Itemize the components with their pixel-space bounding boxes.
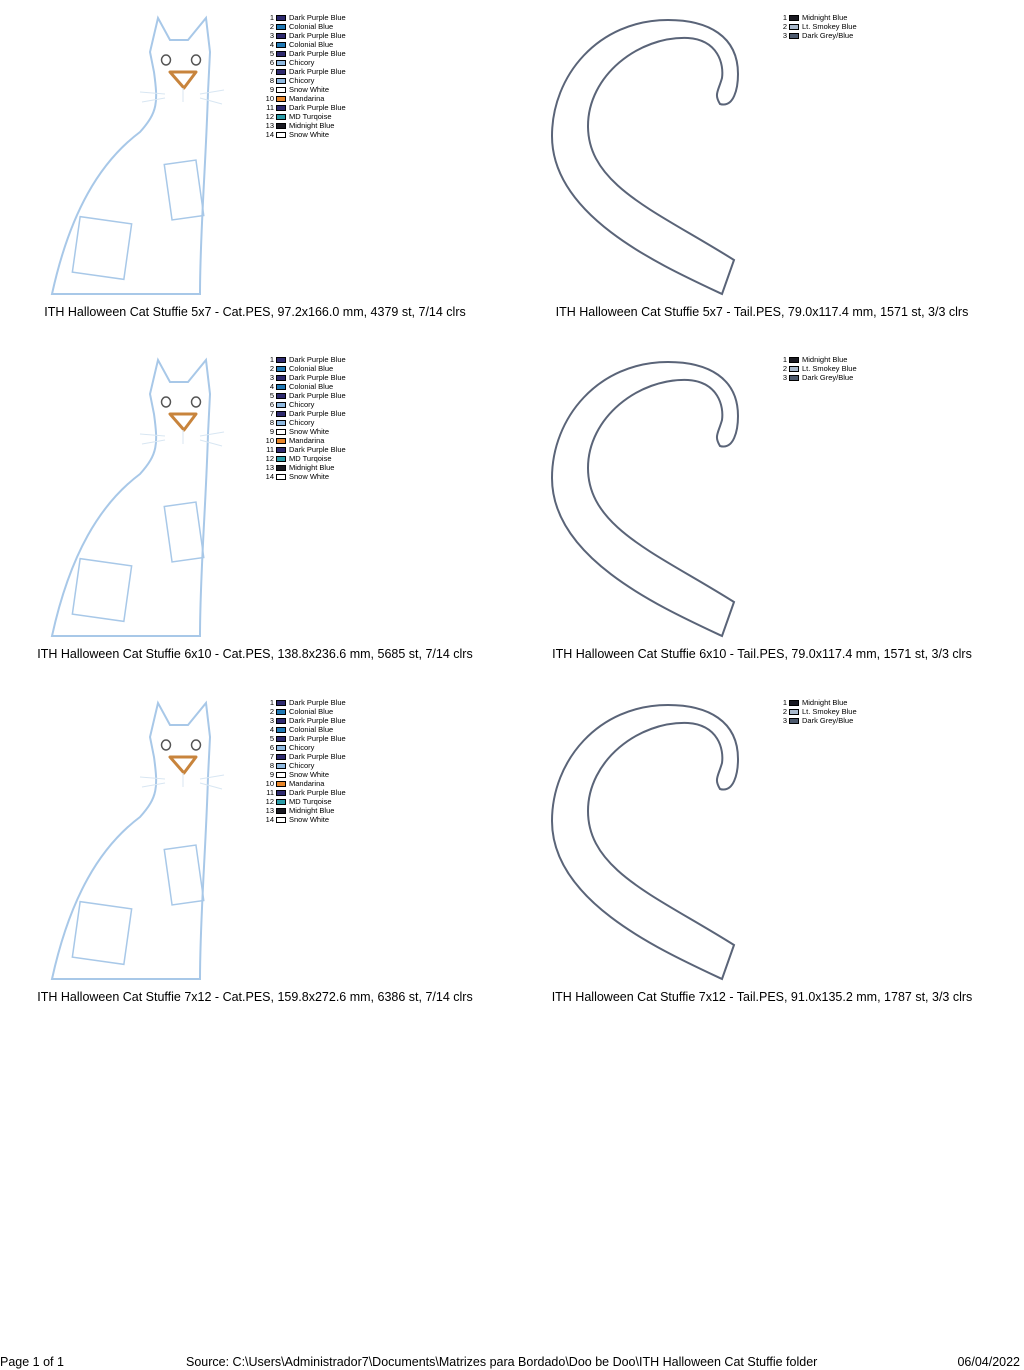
legend-color-swatch [276,420,286,426]
legend-entry [262,94,346,103]
legend-entry [262,76,346,85]
legend-entry-number: 7 [269,752,274,761]
legend-entry [262,382,346,391]
legend-color-swatch [276,429,286,435]
legend-entry-name: Chicory [289,418,315,427]
legend-entry-name: Dark Purple Blue [289,355,346,364]
legend-entry [262,815,346,824]
legend-entry-name: Dark Grey/Blue [802,716,854,725]
legend-entry-name: Dark Purple Blue [289,49,346,58]
legend-entry-number: 9 [269,427,274,436]
legend-entry [262,13,346,22]
legend-entry-name: Colonial Blue [289,22,334,31]
legend-entry-name: Colonial Blue [289,707,334,716]
legend-entry [775,373,857,382]
legend-entry [262,364,346,373]
legend-color-swatch [276,447,286,453]
legend-entry-name: Chicory [289,58,315,67]
legend-entry-number: 7 [269,409,274,418]
legend-color-swatch [276,727,286,733]
cat-design-image [40,354,230,644]
legend-entry-number: 3 [782,716,787,725]
design-row-2 [0,342,1024,672]
legend-entry-number: 14 [265,815,274,824]
legend-entry-number: 4 [269,725,274,734]
legend-color-swatch [276,700,286,706]
legend-entry-number: 3 [782,373,787,382]
legend-color-swatch [276,87,286,93]
legend-entry [262,373,346,382]
legend-entry-number: 6 [269,400,274,409]
cat-design-image [40,12,230,302]
legend-color-swatch [276,105,286,111]
legend-entry-number: 1 [782,13,787,22]
legend-entry-name: Mandarina [289,94,325,103]
legend-entry [262,22,346,31]
legend-entry-number: 2 [782,707,787,716]
legend-entry [262,788,346,797]
legend-entry [262,806,346,815]
legend-entry-number: 12 [265,797,274,806]
legend-color-swatch [276,96,286,102]
legend-entry-number: 2 [269,22,274,31]
legend-entry-number: 1 [782,698,787,707]
legend-entry [262,418,346,427]
legend-color-swatch [276,60,286,66]
legend-entry-name: Dark Purple Blue [289,445,346,454]
legend-entry [775,707,857,716]
legend-entry-number: 9 [269,770,274,779]
legend-color-swatch [276,745,286,751]
legend-entry-name: Snow White [289,130,330,139]
legend-entry [262,31,346,40]
legend-entry-name: Chicory [289,761,315,770]
legend-entry-name: Snow White [289,85,330,94]
design-row-1 [0,0,1024,330]
legend-entry-number: 11 [266,103,274,112]
legend-entry-number: 11 [266,788,274,797]
legend-color-swatch [276,114,286,120]
legend-entry-name: Dark Purple Blue [289,373,346,382]
legend-entry-name: Dark Purple Blue [289,409,346,418]
legend-entry [262,445,346,454]
legend-entry [262,67,346,76]
legend-color-swatch [276,366,286,372]
legend-entry-number: 13 [265,463,274,472]
legend-color-swatch [276,402,286,408]
legend-entry [262,797,346,806]
legend-color-swatch [276,736,286,742]
legend-color-swatch [276,754,286,760]
print-date: 06/04/2022 [957,1355,1020,1369]
cat-color-legend [262,13,346,139]
legend-color-swatch [789,24,799,30]
legend-entry-name: Chicory [289,743,315,752]
legend-entry-name: Dark Purple Blue [289,698,346,707]
legend-entry-name: Dark Purple Blue [289,67,346,76]
legend-entry-name: Lt. Smokey Blue [802,364,857,373]
legend-color-swatch [276,781,286,787]
tail-design-image [548,358,748,642]
legend-entry-name: Midnight Blue [289,463,335,472]
legend-entry [262,725,346,734]
legend-color-swatch [789,375,799,381]
legend-entry [262,779,346,788]
legend-color-swatch [276,817,286,823]
tail-caption: ITH Halloween Cat Stuffie 5x7 - Tail.PES, 79.0x117.4 mm, 1571 st, 3/3 clrs [555,305,969,319]
legend-entry-name: MD Turqoise [289,797,332,806]
legend-entry [775,355,857,364]
legend-color-swatch [789,15,799,21]
legend-entry [775,22,857,31]
legend-color-swatch [276,456,286,462]
cat-caption: ITH Halloween Cat Stuffie 7x12 - Cat.PES, 159.8x272.6 mm, 6386 st, 7/14 clrs [37,990,473,1004]
legend-entry-number: 2 [269,707,274,716]
legend-color-swatch [276,42,286,48]
legend-entry-number: 12 [265,454,274,463]
tail-design-image [548,16,748,300]
legend-entry-name: Snow White [289,427,330,436]
page-number: Page 1 of 1 [0,1355,64,1369]
legend-color-swatch [276,790,286,796]
legend-entry-number: 4 [269,40,274,49]
legend-entry [262,130,346,139]
legend-entry-number: 1 [782,355,787,364]
legend-entry [775,13,857,22]
legend-entry-name: Lt. Smokey Blue [802,22,857,31]
legend-color-swatch [276,51,286,57]
legend-entry-name: Midnight Blue [289,121,335,130]
cat-design-image [40,697,230,987]
legend-entry [262,112,346,121]
legend-entry [262,743,346,752]
tail-caption: ITH Halloween Cat Stuffie 6x10 - Tail.PES, 79.0x117.4 mm, 1571 st, 3/3 clrs [552,647,972,661]
legend-color-swatch [276,474,286,480]
legend-entry-number: 2 [782,364,787,373]
legend-entry-name: Dark Purple Blue [289,31,346,40]
legend-entry [262,761,346,770]
legend-entry [262,85,346,94]
legend-entry-name: Chicory [289,76,315,85]
legend-entry [262,121,346,130]
legend-entry-number: 5 [269,391,274,400]
legend-entry-name: Dark Purple Blue [289,103,346,112]
legend-entry-number: 3 [782,31,787,40]
legend-entry-number: 1 [269,355,274,364]
legend-color-swatch [789,718,799,724]
legend-entry-number: 8 [269,76,274,85]
legend-color-swatch [276,132,286,138]
legend-entry-number: 2 [782,22,787,31]
legend-entry-number: 7 [269,67,274,76]
legend-entry [262,427,346,436]
legend-color-swatch [789,709,799,715]
legend-entry-name: Dark Purple Blue [289,13,346,22]
legend-color-swatch [276,375,286,381]
legend-entry [262,454,346,463]
legend-color-swatch [789,357,799,363]
legend-entry-name: Snow White [289,770,330,779]
legend-entry-number: 1 [269,13,274,22]
legend-entry [775,698,857,707]
legend-color-swatch [276,799,286,805]
legend-color-swatch [276,718,286,724]
legend-entry [775,364,857,373]
legend-entry-name: Colonial Blue [289,382,334,391]
legend-color-swatch [276,78,286,84]
legend-entry-number: 1 [269,698,274,707]
legend-color-swatch [276,384,286,390]
cat-caption: ITH Halloween Cat Stuffie 5x7 - Cat.PES, 97.2x166.0 mm, 4379 st, 7/14 clrs [44,305,466,319]
legend-color-swatch [789,366,799,372]
legend-color-swatch [276,438,286,444]
legend-entry-name: Colonial Blue [289,40,334,49]
legend-entry-number: 5 [269,49,274,58]
legend-entry-name: Dark Purple Blue [289,716,346,725]
legend-color-swatch [276,465,286,471]
legend-entry [262,734,346,743]
legend-entry [262,707,346,716]
legend-entry-number: 3 [269,31,274,40]
legend-color-swatch [276,772,286,778]
legend-color-swatch [276,411,286,417]
legend-entry-name: Dark Grey/Blue [802,373,854,382]
legend-color-swatch [276,709,286,715]
legend-entry [262,463,346,472]
legend-entry [262,770,346,779]
legend-entry-name: Dark Purple Blue [289,734,346,743]
legend-color-swatch [276,123,286,129]
legend-entry-name: Dark Purple Blue [289,788,346,797]
design-row-3 [0,685,1024,1015]
legend-entry-number: 4 [269,382,274,391]
legend-entry-number: 8 [269,761,274,770]
legend-entry-number: 13 [265,121,274,130]
legend-entry [262,409,346,418]
legend-entry-name: Mandarina [289,436,325,445]
legend-color-swatch [789,700,799,706]
legend-entry [262,391,346,400]
legend-entry-number: 10 [265,94,274,103]
legend-entry [262,40,346,49]
legend-entry-name: Chicory [289,400,315,409]
tail-color-legend [775,13,857,40]
legend-color-swatch [276,808,286,814]
legend-entry [262,698,346,707]
legend-entry-number: 10 [265,779,274,788]
legend-entry-number: 12 [265,112,274,121]
legend-entry-name: Snow White [289,472,330,481]
legend-entry-number: 14 [265,472,274,481]
legend-entry [262,355,346,364]
cat-caption: ITH Halloween Cat Stuffie 6x10 - Cat.PES, 138.8x236.6 mm, 5685 st, 7/14 clrs [37,647,473,661]
legend-entry-name: Midnight Blue [802,698,848,707]
legend-entry [262,472,346,481]
legend-entry [775,31,857,40]
legend-entry [262,716,346,725]
cat-color-legend [262,698,346,824]
legend-color-swatch [276,69,286,75]
legend-entry-number: 14 [265,130,274,139]
legend-entry-number: 5 [269,734,274,743]
tail-color-legend [775,698,857,725]
legend-entry-number: 6 [269,58,274,67]
legend-entry [262,49,346,58]
legend-entry-number: 3 [269,716,274,725]
legend-entry-number: 13 [265,806,274,815]
legend-color-swatch [276,33,286,39]
legend-entry-name: Dark Purple Blue [289,391,346,400]
legend-entry-name: Snow White [289,815,330,824]
legend-color-swatch [789,33,799,39]
legend-entry [775,716,857,725]
legend-entry-name: MD Turqoise [289,112,332,121]
tail-caption: ITH Halloween Cat Stuffie 7x12 - Tail.PES, 91.0x135.2 mm, 1787 st, 3/3 clrs [551,990,973,1004]
legend-entry [262,752,346,761]
legend-entry-number: 2 [269,364,274,373]
legend-entry-name: Colonial Blue [289,725,334,734]
legend-entry-name: Midnight Blue [289,806,335,815]
legend-color-swatch [276,357,286,363]
legend-entry-number: 8 [269,418,274,427]
cat-color-legend [262,355,346,481]
legend-entry-name: Colonial Blue [289,364,334,373]
legend-entry-number: 6 [269,743,274,752]
legend-entry-number: 9 [269,85,274,94]
source-path: Source: C:\Users\Administrador7\Documents\Matrizes para Bordado\Doo be Doo\ITH Halloween Cat Stuffie folder [186,1355,818,1369]
legend-entry-number: 10 [265,436,274,445]
legend-entry-name: Lt. Smokey Blue [802,707,857,716]
legend-entry-name: Midnight Blue [802,355,848,364]
tail-design-image [548,701,748,985]
legend-entry-name: MD Turqoise [289,454,332,463]
legend-entry-name: Dark Purple Blue [289,752,346,761]
legend-entry-name: Mandarina [289,779,325,788]
legend-color-swatch [276,24,286,30]
legend-color-swatch [276,15,286,21]
legend-entry-number: 11 [266,445,274,454]
legend-entry [262,58,346,67]
legend-color-swatch [276,763,286,769]
legend-entry [262,436,346,445]
legend-color-swatch [276,393,286,399]
legend-entry [262,400,346,409]
legend-entry-name: Midnight Blue [802,13,848,22]
legend-entry-number: 3 [269,373,274,382]
tail-color-legend [775,355,857,382]
legend-entry-name: Dark Grey/Blue [802,31,854,40]
legend-entry [262,103,346,112]
